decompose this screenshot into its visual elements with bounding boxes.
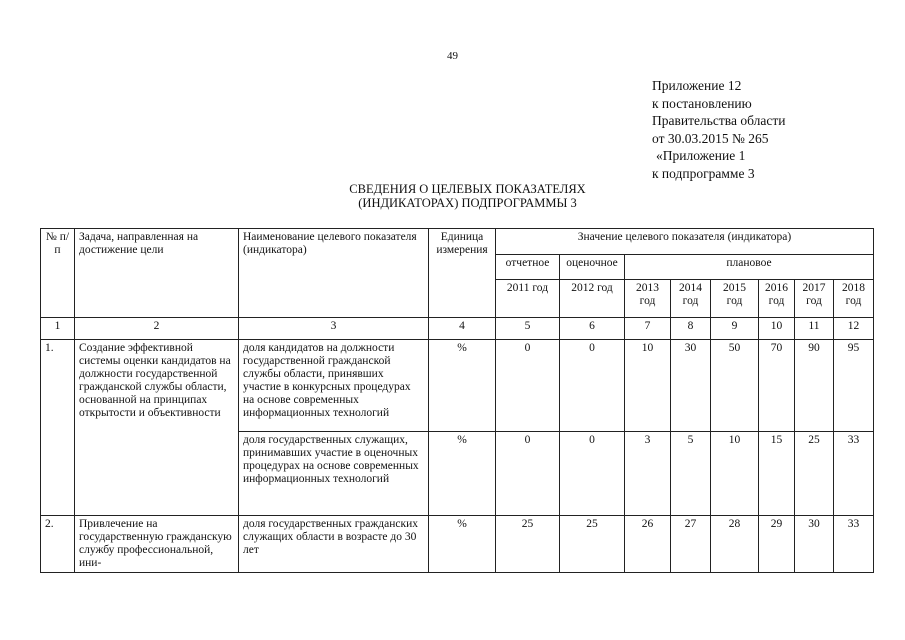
column-number: 10 xyxy=(759,318,795,340)
column-number: 7 xyxy=(625,318,671,340)
header-year: 2011 год xyxy=(496,280,560,318)
column-number: 4 xyxy=(429,318,496,340)
value-cell: 90 xyxy=(795,340,834,432)
page-number: 49 xyxy=(447,50,458,62)
value-cell: 0 xyxy=(560,340,625,432)
column-number: 1 xyxy=(41,318,75,340)
value-cell: 29 xyxy=(759,516,795,573)
value-cell: 95 xyxy=(834,340,874,432)
column-number: 12 xyxy=(834,318,874,340)
column-number: 9 xyxy=(711,318,759,340)
value-cell: 50 xyxy=(711,340,759,432)
value-cell: 26 xyxy=(625,516,671,573)
header-row-1 xyxy=(41,229,874,255)
value-cell: 27 xyxy=(671,516,711,573)
unit-cell: % xyxy=(429,432,496,516)
indicator-name: доля государственных гражданских служащих области в возрасте до 30 лет xyxy=(239,516,429,573)
value-cell: 25 xyxy=(560,516,625,573)
value-cell: 70 xyxy=(759,340,795,432)
header-year: 2016 год xyxy=(759,280,795,318)
column-number: 5 xyxy=(496,318,560,340)
value-cell: 33 xyxy=(834,432,874,516)
value-cell: 10 xyxy=(625,340,671,432)
column-number: 3 xyxy=(239,318,429,340)
value-cell: 25 xyxy=(496,516,560,573)
value-cell: 3 xyxy=(625,432,671,516)
document-title xyxy=(295,182,640,210)
header-estimated: оценочное xyxy=(560,255,625,280)
appendix-block xyxy=(652,77,785,182)
value-cell: 0 xyxy=(496,432,560,516)
value-cell: 5 xyxy=(671,432,711,516)
task-cell: Привлечение на государственную гражданскую службу профессиональной, ини- xyxy=(75,516,239,573)
value-cell: 0 xyxy=(496,340,560,432)
value-cell: 25 xyxy=(795,432,834,516)
title-line-1: СВЕДЕНИЯ О ЦЕЛЕВЫХ ПОКАЗАТЕЛЯХ xyxy=(349,182,586,196)
value-cell: 33 xyxy=(834,516,874,573)
appendix-line: «Приложение 1 xyxy=(656,148,746,163)
value-cell: 15 xyxy=(759,432,795,516)
header-value-group: Значение целевого показателя (индикатора) xyxy=(496,229,874,255)
header-num: № п/п xyxy=(41,229,75,318)
indicators-table xyxy=(40,228,874,573)
column-number: 8 xyxy=(671,318,711,340)
appendix-line: к постановлению xyxy=(652,95,752,111)
unit-cell: % xyxy=(429,340,496,432)
appendix-line: к подпрограмме 3 xyxy=(652,165,755,181)
appendix-line: Приложение 12 xyxy=(652,78,742,93)
header-year: 2018 год xyxy=(834,280,874,318)
table-row xyxy=(41,516,874,573)
header-year: 2013 год xyxy=(625,280,671,318)
value-cell: 28 xyxy=(711,516,759,573)
row-number: 1. xyxy=(41,340,75,516)
task-cell: Создание эффективной системы оценки кандидатов на должности государственной гражданской службы области, основанной на принципах открытости и объективности xyxy=(75,340,239,516)
header-planned: плановое xyxy=(625,255,874,280)
column-number-row xyxy=(41,318,874,340)
header-year: 2012 год xyxy=(560,280,625,318)
table-row xyxy=(41,340,874,432)
value-cell: 0 xyxy=(560,432,625,516)
header-year: 2017 год xyxy=(795,280,834,318)
row-number: 2. xyxy=(41,516,75,573)
appendix-line: от 30.03.2015 № 265 xyxy=(652,130,769,146)
header-task: Задача, направленная на достижение цели xyxy=(75,229,239,318)
header-indicator: Наименование целевого показателя (индикатора) xyxy=(239,229,429,318)
column-number: 6 xyxy=(560,318,625,340)
header-reporting: отчетное xyxy=(496,255,560,280)
header-year: 2014 год xyxy=(671,280,711,318)
header-year: 2015 год xyxy=(711,280,759,318)
value-cell: 30 xyxy=(795,516,834,573)
value-cell: 30 xyxy=(671,340,711,432)
title-line-2: (ИНДИКАТОРАХ) ПОДПРОГРАММЫ 3 xyxy=(358,196,577,210)
column-number: 2 xyxy=(75,318,239,340)
header-unit: Единица измерения xyxy=(429,229,496,318)
appendix-line: Правительства области xyxy=(652,113,786,128)
value-cell: 10 xyxy=(711,432,759,516)
column-number: 11 xyxy=(795,318,834,340)
unit-cell: % xyxy=(429,516,496,573)
indicator-name: доля государственных служащих, принимавших участие в оценочных процедурах на основе современных информационных технологий xyxy=(239,432,429,516)
indicator-name: доля кандидатов на должности государственной гражданской службы области, принявших участие в конкурсных процедурах на основе современных информационных технологий xyxy=(239,340,429,432)
